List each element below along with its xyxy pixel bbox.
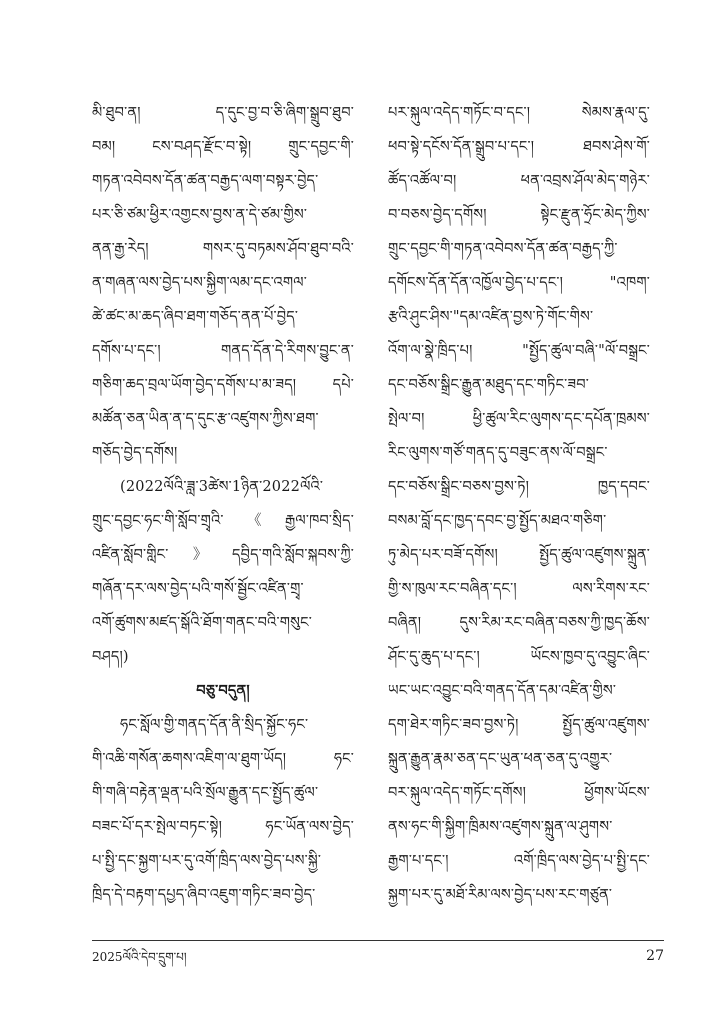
text-line: བ་བཅས་བྱེད་དགོས། སྟེང་རྫུན་ཧྲོང་མེད་ཀྱིས་ [388,207,650,223]
text-line: པར་ཅི་ཙམ་ཕྱིར་འགྱངས་བྱས་ན་དེ་ཙམ་གྱིས་ [92,207,308,223]
citation-line: འགོ་ཚུགས་མཛད་སྒོའི་ཐོག་གནང་བའི་གསུང་ [92,615,312,631]
text-line: ཏུ་མེད་པར་བཟོ་དགོས། སྤྱོད་ཚུལ་འཛུགས་སྐྲུན་ [388,547,650,563]
text-line: མཚོན་ཅན་ཡིན་ན་ད་དུང་རྩ་འཛུགས་ཀྱིས་ཐག་ [92,411,319,427]
journal-issue: 2025ལོའི་དེབ་དྲུག་པ། [92,950,187,964]
text-line: བམ། ངས་བཤད་རྫོང་བ་སྟེ། གྲུང་དབྱང་གི་ [92,139,354,155]
text-line: དང་བཅོས་སྒྲིང་བཅས་བྱས་ཏེ། ཁྱད་དབང་ [388,479,650,495]
text-line: ཚེ་ཚང་མ་ཆད་ཞིབ་ཐག་གཅོད་ནན་པོ་བྱེད་ [92,309,299,325]
text-line: ཤོང་དུ་ཆུད་པ་དང་། ཡོངས་ཁྱབ་དུ་འབྱུང་ཞིང་ [388,649,650,665]
text-line: ནན་རྒྱ་རེད། གསར་དུ་བཏམས་ཤོབ་ཐུབ་བའི་ [92,241,354,257]
text-line: པར་སྐུལ་འདེད་གཏོང་བ་དང་། སེམས་རྣལ་དུ་ [388,105,650,121]
text-line: བར་སྐུལ་འདེད་གཏོང་དགོས། ཕྱོགས་ཡོངས་ [388,785,650,801]
text-line: དག་ཐེར་གཏིང་ཟབ་བྱས་ཏེ། སྤྱོད་ཚུལ་འཛུགས་ [388,717,650,733]
text-line: གྱི་ས་ཁུལ་རང་བཞིན་དང་། ལས་རིགས་རང་ [388,581,650,597]
text-line: དང་བཅོས་སྒྲིང་རྒྱུན་མཐུད་དང་གཏིང་ཟབ་ [388,377,590,393]
text-line: ནས་ཧང་གི་སྐྱིག་ཁྲིམས་འཛུགས་སྐྲུན་ལ་ཤུགས་ [388,819,613,835]
right-column [388,96,650,912]
text-line: མི་ཐུབ་ན། ད་དུང་བྱ་བ་ཅི་ཞིག་སྒྲུབ་ཐུབ་ [92,105,354,121]
citation-line: བཤད།) [92,649,129,665]
text-line: བཟང་པོ་དར་སྤེལ་བཏང་སྟེ། ཧང་ཡོན་ལས་བྱེད་ [92,819,354,835]
citation-line: གཞོན་དར་ལས་བྱེད་པའི་གསོ་སྦྱོང་འཛིན་གྲྭ་ [92,581,304,597]
left-column [92,96,354,912]
text-line: རྩའི་ཤུང་ཤིས་"དམ་འཛིན་བྱས་ཏེ་གོང་གིས་ [388,309,594,325]
text-line: བཞིན། དུས་རིམ་རང་བཞིན་བཅས་ཀྱི་ཁྱད་ཆོས་ [388,615,650,631]
text-line: བསམ་བློ་དང་ཁྱད་དབང་བྱ་སྤྱོད་མཐའ་གཅིག་ [388,513,607,529]
text-line: གཅོད་བྱེད་དགོས། [92,445,178,461]
text-line: སྤེལ་བ། ཕྱི་ཚུལ་རིང་ལུགས་དང་དཔོན་ཁྲམས་ [388,411,650,427]
text-line: ཧང་སློལ་གྱི་གནད་དོན་ནི་སྲིད་སྐྱོང་ཧང་ [120,717,309,733]
text-line: ཁྲིད་དེ་བརྟག་དཔྱད་ཞིབ་འཇུག་གཏིང་ཟབ་བྱེད་ [92,887,316,903]
text-line: གི་འཆི་གསོན་ཆགས་འཇིག་ལ་ཐུག་ཡོད། ཧང་ [92,751,354,767]
citation-line: གྲུང་དབྱང་ཧང་གི་སློབ་གྲྭའི་《རྒྱལ་ཁབ་སྲིད་ [92,513,354,529]
text-line: སྐྲུན་རྒྱུན་རྣམ་ཅན་དང་ཡུན་ཕན་ཅན་དུ་འགྱུར་ [388,751,613,767]
text-line: པ་སྤྱི་དང་སྐྱག་པར་དུ་འགོ་ཁྲིད་ལས་བྱེད་པས་སྐྱི་ [92,853,322,869]
citation-line: འཛིན་སློབ་གླིང་》དབྱིད་གའི་སློབ་སྐབས་ཀྱི་ [92,547,354,563]
text-line: དགོས་པ་དང་། གནད་དོན་དེ་རིགས་བྱུང་ན་ [92,343,354,359]
citation-line: (2022ལོའི་ཟླ་3ཚེས་1ཉིན་2022ལོའི་ [120,479,324,495]
text-line: རྒྱག་པ་དང་། འགོ་ཁྲིད་ལས་བྱེད་པ་སྤྱི་དང་ [388,853,650,869]
text-line: ཕབ་སྟེ་དངོས་དོན་སྒྲུབ་པ་དང་། ཐབས་ཤེས་གོ་ [388,139,650,155]
text-line: ཡང་ཡང་འབྱུང་བའི་གནད་དོན་དམ་འཛིན་གྱིས་ [388,683,617,699]
footer-rule [92,940,664,941]
text-line: དགོངས་དོན་དོན་འཁྱོལ་བྱེད་པ་དང་། "འཁག་ [388,275,650,291]
text-line: གི་གཞི་བརྟེན་ལྡན་པའི་སྲོལ་རྒྱུན་དང་སྤྱོད་ཚུལ་ [92,785,319,801]
text-line: ན་གཞན་ལས་བྱེད་པས་སྐྱིག་ལམ་དང་འགལ་ [92,275,307,291]
text-line: རིང་ལུགས་གཙོ་གནད་དུ་བཟུང་ནས་ལོ་བསྒྲང་ [388,445,608,461]
page-number: 27 [646,948,664,964]
text-line: འོག་ལ་སྣེ་ཁྲིད་པ། "སྤྱོད་ཚུལ་བཞི་"ལོ་བསྒྲང་ [388,343,650,359]
text-line: གཏན་འབེབས་དོན་ཚན་བརྒྱད་ལག་བསྟར་བྱེད་ [92,173,319,189]
text-line: གྲུང་དབྱང་གི་གཏན་འབེབས་དོན་ཚན་བརྒྱད་ཀྱི་ [388,241,618,257]
section-heading: བཅུ་བདུན། [196,682,250,699]
text-line: སྐྱག་པར་དུ་མཐོ་རིམ་ལས་བྱེད་པས་རང་གཙུན་ [388,887,613,903]
text-line: ཚོད་འཚོལ་བ། ཕན་འབྲས་ཤོལ་མེད་གཉེར་ [388,173,650,189]
text-line: གཅིག་ཆད་བྲལ་ཡོག་བྱེད་དགོས་པ་མ་ཟད། དཔེ་ [92,377,354,393]
